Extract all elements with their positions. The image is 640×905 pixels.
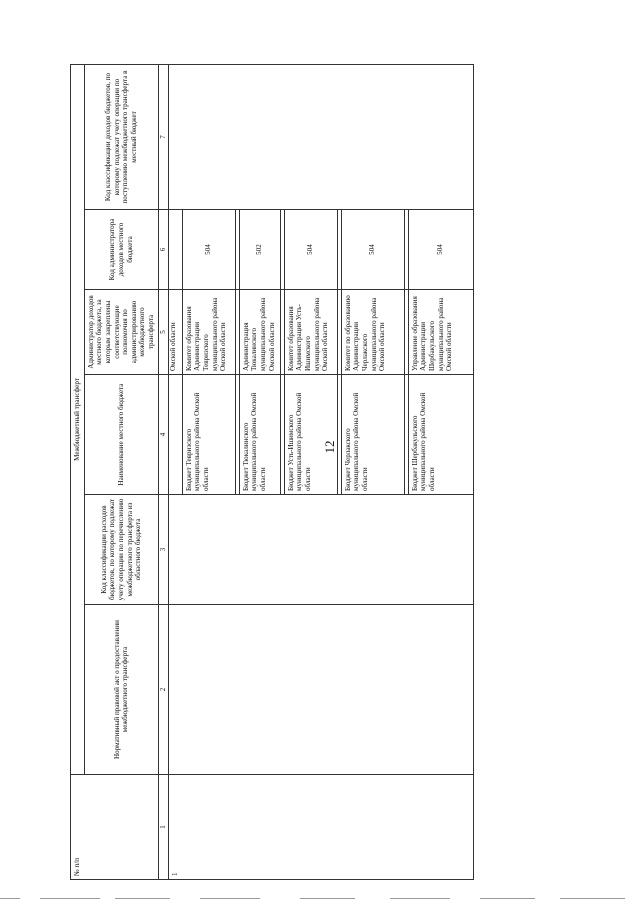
scan-artifact (300, 898, 355, 899)
header-admin-code: Код администратора доходов местного бюджета (84, 210, 158, 290)
column-number: 1 (158, 775, 168, 880)
column-number: 4 (158, 375, 168, 495)
legal-act-cell (168, 605, 473, 775)
budget-name: Бюджет Усть-Ишимского муниципального района Омской области (284, 375, 337, 495)
region-continuation: Омской области (168, 290, 179, 375)
column-number-row (158, 64, 168, 879)
revenue-code-cell (168, 64, 473, 209)
admin-code: 504 (341, 210, 404, 290)
admin-code: 504 (408, 210, 473, 290)
scan-artifact (0, 898, 20, 899)
revenue-admin: Комитет по образованию Администрации Черлакского муниципального района Омской области (341, 290, 404, 375)
scan-artifact (115, 898, 170, 899)
revenue-admin: Комитет образования Администрации Усть-Ишимского муниципального района Омской области (284, 290, 337, 375)
code-spacer (168, 210, 179, 290)
table-row (168, 64, 179, 879)
expense-code-cell (168, 495, 473, 605)
rotated-table-page (70, 65, 525, 880)
column-number: 2 (158, 605, 168, 775)
scan-artifact (200, 898, 260, 899)
budget-spacer (168, 375, 179, 495)
column-number: 6 (158, 210, 168, 290)
column-number: 7 (158, 64, 168, 209)
scan-artifact (390, 898, 450, 899)
revenue-admin: Комитет образования Администрации Тевризского муниципального района Омской области (182, 290, 235, 375)
column-number: 3 (158, 495, 168, 605)
transfer-table (70, 64, 474, 880)
scan-artifact (480, 898, 535, 899)
row-number: 1 (168, 775, 473, 880)
scan-artifact (560, 898, 625, 899)
header-budget-name: Наименование местного бюджета (84, 375, 158, 495)
admin-code: 504 (182, 210, 235, 290)
header-group: Межбюджетный трансферт (71, 64, 85, 774)
budget-name: Бюджет Черлакского муниципального района Омской области (341, 375, 404, 495)
header-legal-act: Нормативный правовой акт о предоставлении межбюджетного трансферта (84, 605, 158, 775)
revenue-admin: Администрация Тюкалинского муниципального района Омской области (239, 290, 280, 375)
admin-code: 502 (239, 210, 280, 290)
header-row-number: № п/п (71, 775, 159, 880)
header-revenue-code: Код классификации доходов бюджетов, по которому подлежат учету операции по поступлению межбюджетного трансферта в местный бюджет (84, 64, 158, 209)
column-number: 5 (158, 290, 168, 375)
header-revenue-admin: Администратор доходов местного бюджета, за которым закреплены соответствующие полномочия по администрированию межбюджетного трансферта (84, 290, 158, 375)
revenue-admin: Управление образования Администрации Шербакульского муниципального района Омской области (408, 290, 473, 375)
admin-code: 504 (284, 210, 337, 290)
budget-name: Бюджет Тюкалинского муниципального района Омской области (239, 375, 280, 495)
budget-name: Бюджет Шербакульского муниципального района Омской области (408, 375, 473, 495)
scan-artifact (40, 898, 100, 899)
page-number: 12 (322, 440, 337, 454)
budget-name: Бюджет Тевризского муниципального района Омской области (182, 375, 235, 495)
header-expense-code: Код классификации расходов бюджетов, по которому подлежат учету операции по перечислению межбюджетного трансферта из областного бюджета (84, 495, 158, 605)
